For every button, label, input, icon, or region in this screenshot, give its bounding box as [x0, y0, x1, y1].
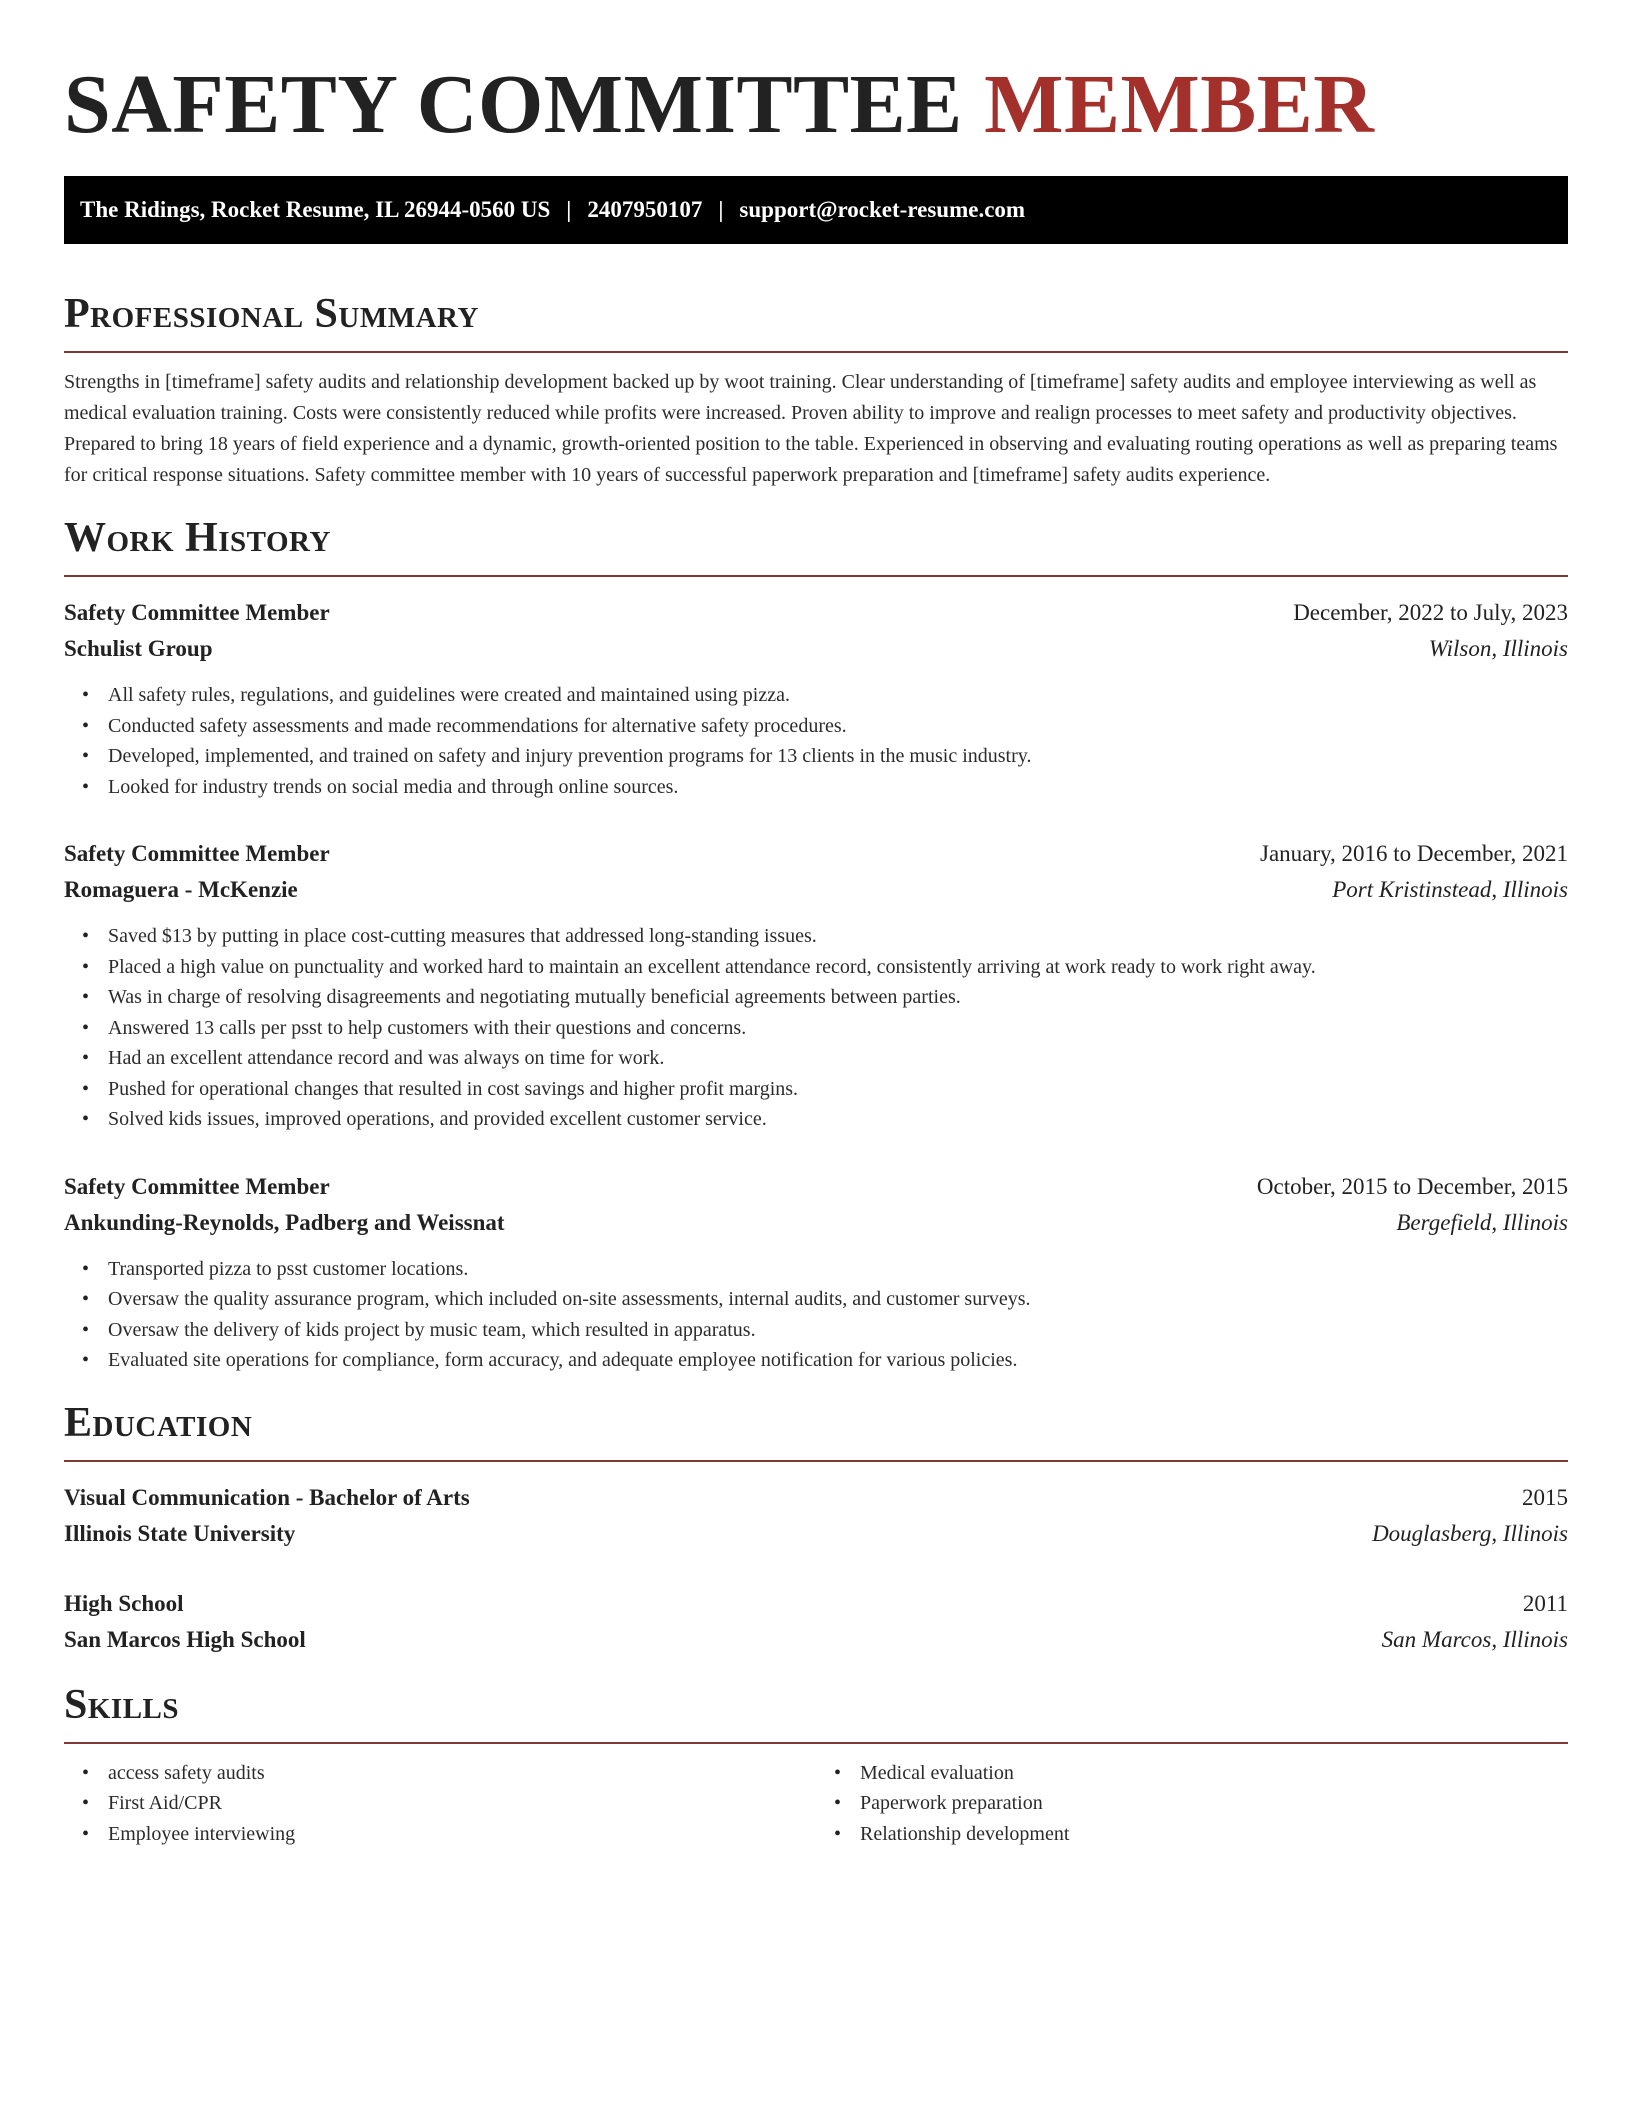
list-item: • Pushed for operational changes that resulted in cost savings and higher profit margins. [82, 1074, 1568, 1105]
list-item: • Placed a high value on punctuality and worked hard to maintain an excellent attendance record, consistently arriving at work ready to work right away. [82, 952, 1568, 983]
skill-item: • First Aid/CPR [82, 1788, 816, 1819]
contact-bar [64, 176, 1568, 244]
skill-item: • access safety audits [82, 1758, 816, 1789]
list-item: • Looked for industry trends on social media and through online sources. [82, 772, 1568, 803]
contact-separator: | [718, 197, 724, 222]
list-item: • Developed, implemented, and trained on safety and injury prevention programs for 13 clients in the music industry. [82, 741, 1568, 772]
summary-heading: Professional Summary [64, 289, 1568, 353]
job-dates: January, 2016 to December, 2021 [1260, 841, 1568, 866]
job-bullets [64, 921, 1568, 1135]
list-item: • Saved $13 by putting in place cost-cutting measures that addressed long-standing issues. [82, 921, 1568, 952]
education-school: Illinois State University [64, 1520, 296, 1546]
title-main: SAFETY COMMITTEE [64, 58, 963, 151]
job-company: Ankunding-Reynolds, Padberg and Weissnat [64, 1209, 505, 1235]
skills-heading: Skills [64, 1680, 1568, 1744]
education-location: San Marcos, Illinois [1381, 1626, 1568, 1652]
skill-item: • Employee interviewing [82, 1819, 816, 1850]
list-item: • Had an excellent attendance record and was always on time for work. [82, 1043, 1568, 1074]
summary-text: Strengths in [timeframe] safety audits and relationship development backed up by woot training. Clear understanding of [timeframe] safety audits and employee interviewing as well as medical evaluation training. Costs were consistently reduced while profits were increased. Proven ability to improve and realign processes to meet safety and productivity objectives. Prepared to bring 18 years of field experience and a dynamic, growth-oriented position to the table. Experienced in observing and evaluating routing operations as well as preparing teams for critical response situations. Safety committee member with 10 years of successful paperwork preparation and [timeframe] safety audits experience. [64, 371, 1558, 486]
skill-item: • Relationship development [834, 1819, 1568, 1850]
education-degree: High School [64, 1590, 184, 1616]
skills-list [64, 1758, 1568, 1850]
skill-item: • Medical evaluation [834, 1758, 1568, 1789]
list-item: • Oversaw the delivery of kids project by music team, which resulted in apparatus. [82, 1315, 1568, 1346]
skill-item: • Paperwork preparation [834, 1788, 1568, 1819]
list-item: • Evaluated site operations for compliance, form accuracy, and adequate employee notification for various policies. [82, 1345, 1568, 1376]
skills-column-left [64, 1758, 816, 1850]
contact-phone: 2407950107 [587, 197, 703, 222]
job-title: Safety Committee Member [64, 841, 330, 866]
job-dates: December, 2022 to July, 2023 [1293, 600, 1568, 625]
contact-email: support@rocket-resume.com [739, 197, 1026, 222]
education-degree: Visual Communication - Bachelor of Arts [64, 1484, 470, 1510]
education-year: 2011 [1522, 1590, 1568, 1616]
job-entry [64, 836, 1568, 1135]
list-item: • Was in charge of resolving disagreements and negotiating mutually beneficial agreements between parties. [82, 982, 1568, 1013]
list-item: • Answered 13 calls per psst to help customers with their questions and concerns. [82, 1013, 1568, 1044]
job-company: Romaguera - McKenzie [64, 877, 298, 902]
list-item: • Oversaw the quality assurance program, which included on-site assessments, internal audits, and customer surveys. [82, 1284, 1568, 1315]
title-accent: MEMBER [984, 58, 1375, 151]
skills-column-right [816, 1758, 1568, 1850]
contact-address: The Ridings, Rocket Resume, IL 26944-0560 US [80, 197, 551, 222]
work-history-heading: Work History [64, 513, 1568, 577]
education-heading: Education [64, 1398, 1568, 1462]
job-title: Safety Committee Member [64, 600, 330, 625]
education-entry [64, 1586, 1568, 1658]
job-bullets [64, 1254, 1568, 1376]
job-entry [64, 1169, 1568, 1376]
job-location: Bergefield, Illinois [1396, 1209, 1568, 1235]
job-title: Safety Committee Member [64, 1173, 330, 1199]
list-item: • Conducted safety assessments and made recommendations for alternative safety procedures. [82, 711, 1568, 742]
contact-separator: | [566, 197, 572, 222]
job-location: Wilson, Illinois [1428, 636, 1568, 661]
page-title [64, 55, 1568, 155]
job-bullets [64, 680, 1568, 802]
education-location: Douglasberg, Illinois [1372, 1520, 1568, 1546]
list-item: • Solved kids issues, improved operations, and provided excellent customer service. [82, 1104, 1568, 1135]
job-company: Schulist Group [64, 636, 213, 661]
job-location: Port Kristinstead, Illinois [1332, 877, 1568, 902]
list-item: • All safety rules, regulations, and guidelines were created and maintained using pizza. [82, 680, 1568, 711]
job-dates: October, 2015 to December, 2015 [1256, 1173, 1568, 1199]
list-item: • Transported pizza to psst customer locations. [82, 1254, 1568, 1285]
education-entry [64, 1480, 1568, 1552]
job-entry [64, 595, 1568, 802]
education-school: San Marcos High School [64, 1626, 306, 1652]
education-year: 2015 [1522, 1484, 1568, 1510]
